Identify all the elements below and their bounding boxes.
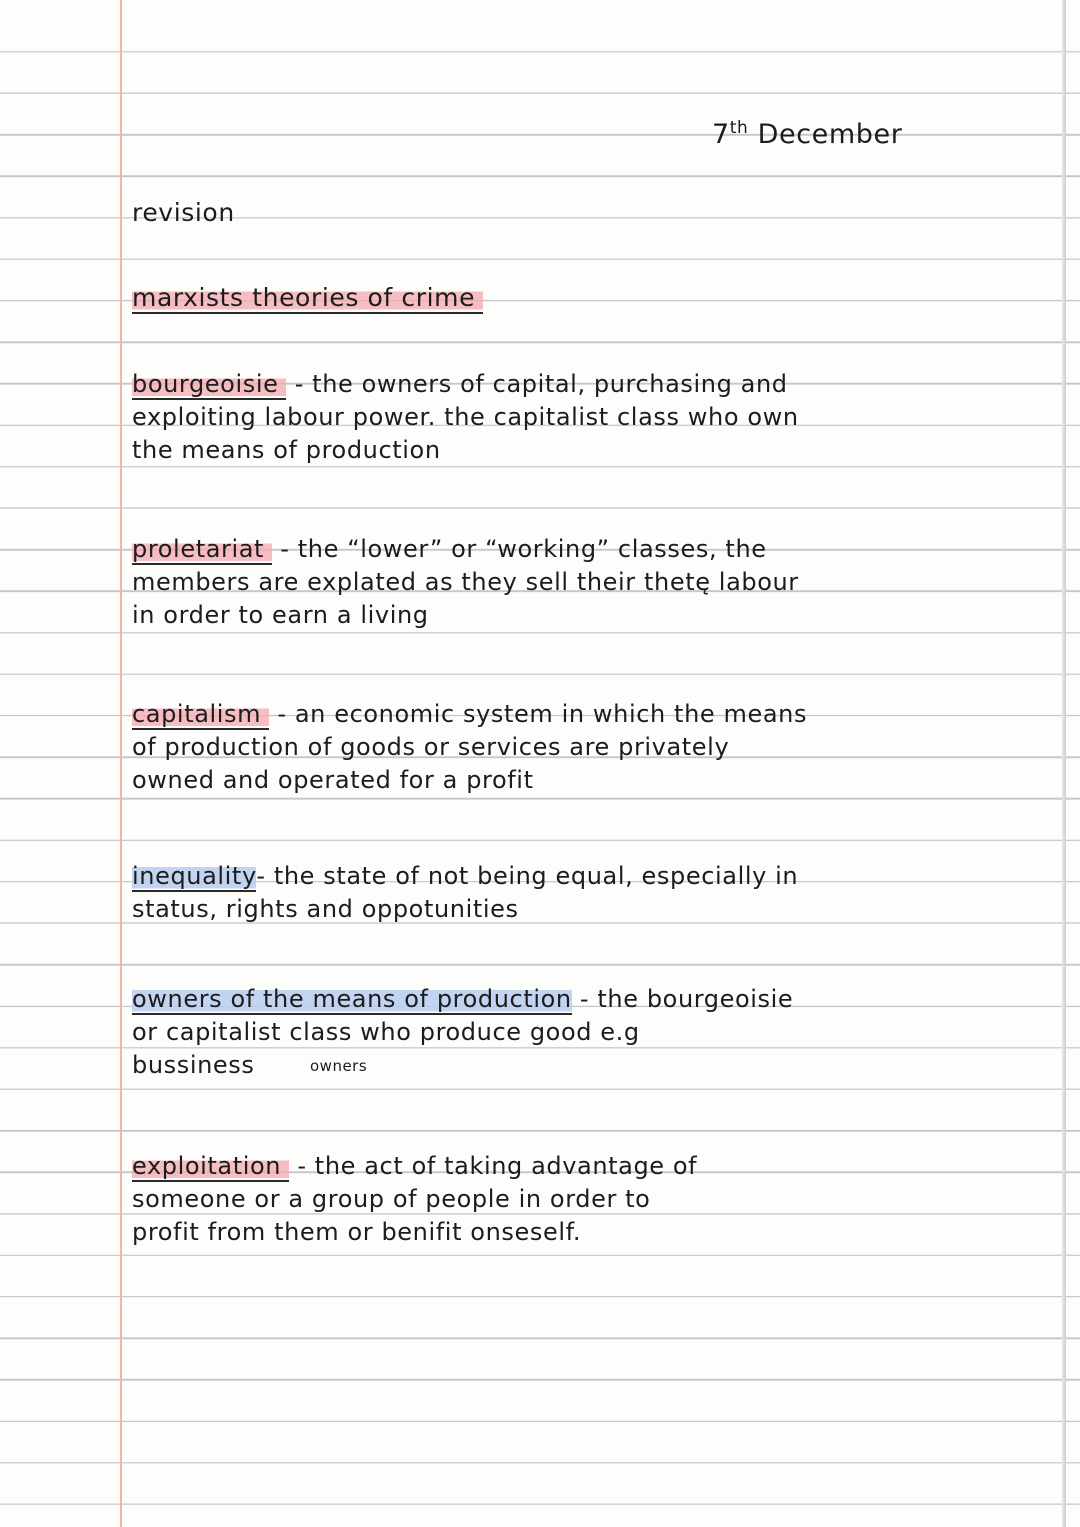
definition-line: members are explated as they sell their thetę labour <box>132 568 799 596</box>
definition-line: or capitalist class who produce good e.g <box>132 1018 640 1046</box>
definition-line: owned and operated for a profit <box>132 766 534 794</box>
definition-line: bussiness <box>132 1051 255 1079</box>
margin-line <box>120 0 122 1527</box>
term-label: inequality <box>132 862 257 890</box>
definition-exploitation <box>132 1152 697 1251</box>
definition-text: - the act of taking advantage of <box>289 1152 698 1180</box>
definition-bourgeoisie <box>132 370 799 469</box>
definition-line: exploiting labour power. the capitalist class who own <box>132 403 799 431</box>
definition-line: profit from them or benifit onseself. <box>132 1218 582 1246</box>
term-label: proletariat <box>132 535 272 565</box>
term-label: exploitation <box>132 1152 289 1182</box>
definition-text: - the owners of capital, purchasing and <box>286 370 788 398</box>
definition-line: the means of production <box>132 436 441 464</box>
definition-line <box>132 535 799 568</box>
definition-line <box>132 862 798 895</box>
definition-inequality <box>132 862 798 928</box>
definition-line <box>132 370 799 403</box>
definition-line: of production of goods or services are privately <box>132 733 730 761</box>
definition-text: - the “lower” or “working” classes, the <box>272 535 767 563</box>
definition-line: status, rights and oppotunities <box>132 895 519 923</box>
definition-line: someone or a group of people in order to <box>132 1185 651 1213</box>
term-label: bourgeoisie <box>132 370 286 400</box>
definition-line <box>132 1152 697 1185</box>
term-label: capitalism <box>132 700 269 730</box>
margin-annotation: owners <box>310 1057 368 1075</box>
date <box>712 120 902 148</box>
title-text: marxists theories of crime <box>132 283 483 314</box>
date-day: 7 <box>712 119 730 150</box>
definition-text: - the bourgeoisie <box>571 985 794 1013</box>
date-month: December <box>757 119 903 150</box>
definition-capitalism <box>132 700 807 799</box>
definition-text: - the state of not being equal, especially in <box>256 862 799 890</box>
page-heading: revision <box>132 198 235 227</box>
definition-proletariat <box>132 535 799 634</box>
page-title <box>132 285 483 310</box>
definition-line <box>132 985 793 1018</box>
definition-line: in order to earn a living <box>132 601 429 629</box>
date-suffix: th <box>729 118 749 138</box>
definition-line <box>132 700 807 733</box>
page-edge <box>1062 0 1066 1527</box>
definition-text: - an economic system in which the means <box>269 700 808 728</box>
term-label: owners of the means of production <box>132 985 572 1013</box>
definition-owners-of-the-means-of-production <box>132 985 793 1084</box>
